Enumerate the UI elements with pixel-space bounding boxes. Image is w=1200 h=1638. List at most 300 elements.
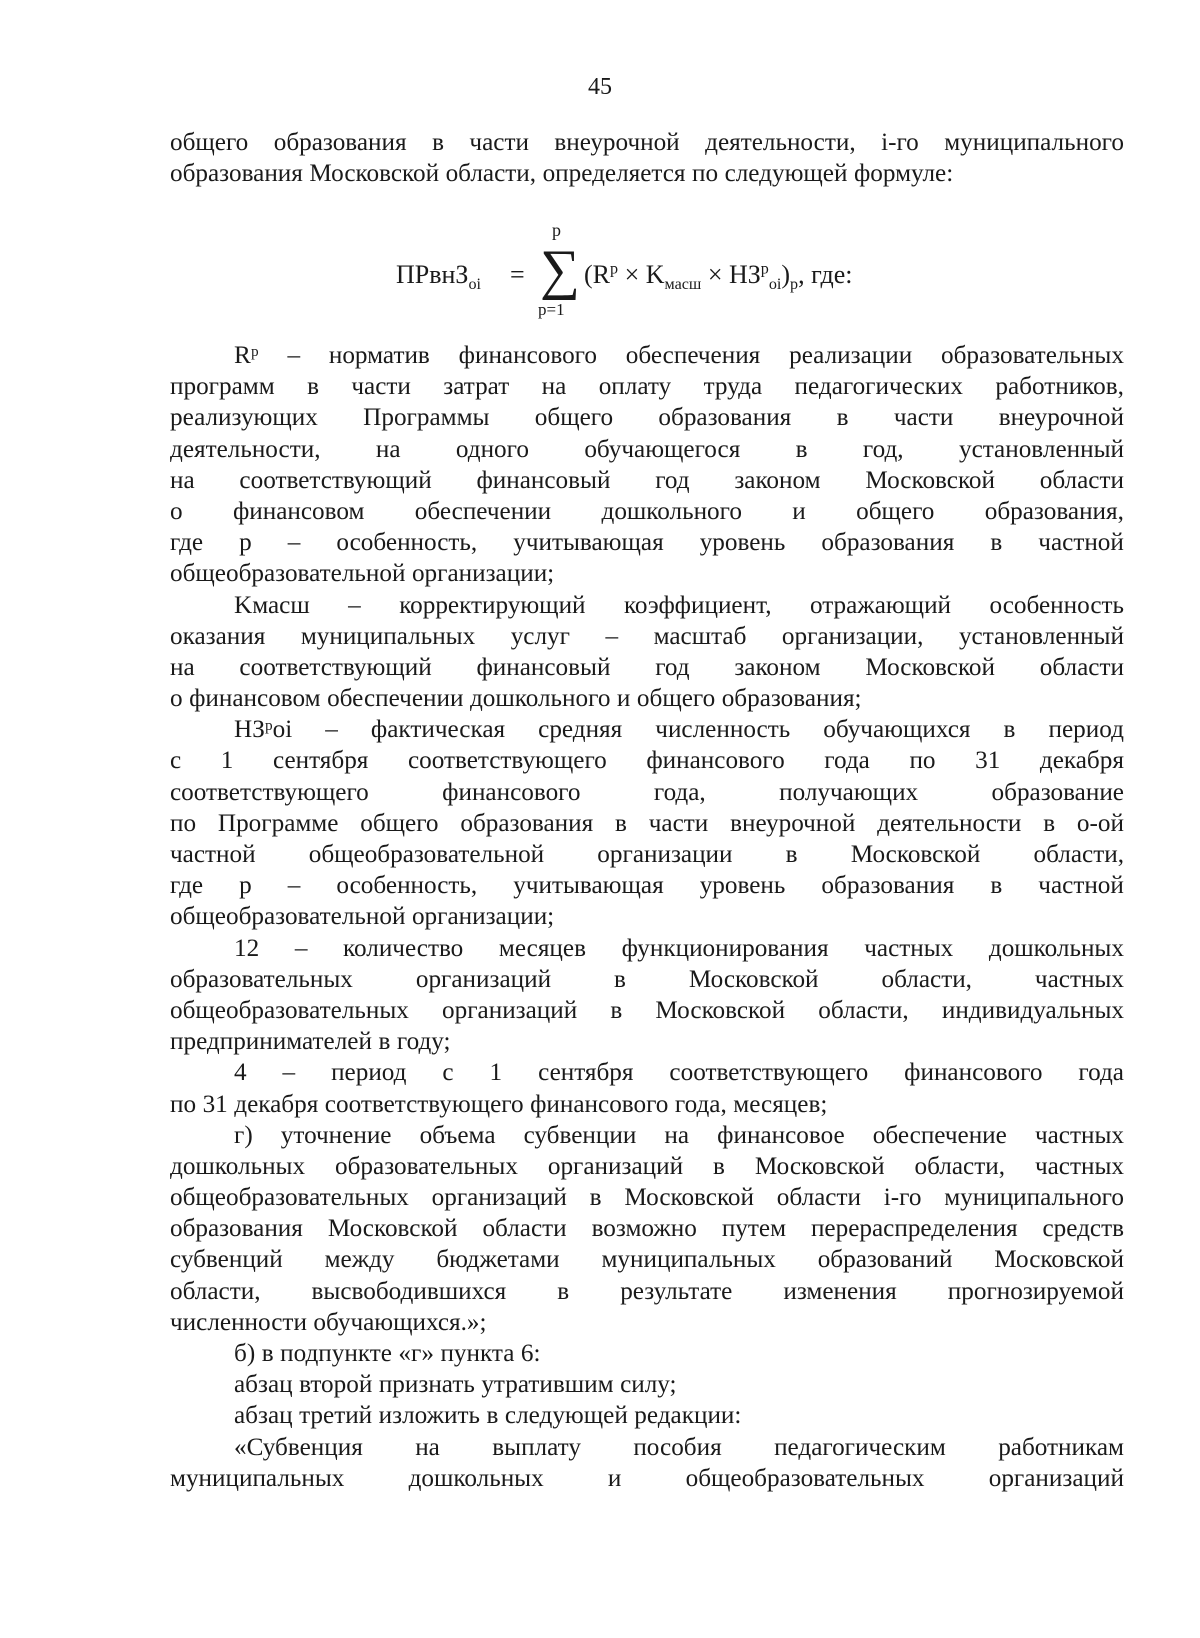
word: – (605, 622, 619, 650)
word: по (909, 747, 936, 775)
word: на (170, 653, 195, 681)
word: в (615, 809, 627, 837)
word: Московской (655, 996, 786, 1024)
word: организации; (411, 560, 555, 588)
text-line (170, 127, 1124, 158)
word: численности (170, 1308, 307, 1336)
text-line (170, 1089, 1124, 1120)
word: год (655, 653, 690, 681)
text-line (170, 995, 1124, 1026)
word: области, (445, 160, 537, 188)
word: общеобразовательной (308, 841, 545, 868)
word: в (1003, 716, 1016, 744)
word: финансовом (189, 685, 321, 713)
word: области (482, 1215, 567, 1243)
word: – (282, 1059, 296, 1087)
formula-body: $(R^p \times K_{масш} \times НЗ^p_{oi})_p$, где: (584, 260, 853, 294)
word: установленный (958, 435, 1124, 463)
word: организации, (781, 622, 924, 650)
text-line (170, 1151, 1124, 1182)
word: образовательных (170, 965, 353, 993)
word: Московской (688, 965, 819, 993)
word: затрат (443, 373, 510, 401)
text-line (170, 496, 1124, 527)
text-line (170, 714, 1124, 745)
word: работникам (998, 1433, 1124, 1461)
word: в (557, 1277, 570, 1305)
word: абзац (234, 1402, 293, 1430)
word: изменения (783, 1277, 897, 1305)
formula (0, 216, 1200, 326)
word: образования (170, 160, 303, 188)
word: соответствующего (170, 778, 369, 806)
formula-equals: = (510, 260, 525, 289)
word: 31 (975, 747, 1001, 775)
word: области, (1033, 841, 1124, 868)
definitions-and-amendments (170, 340, 1124, 1494)
text-line (170, 465, 1124, 496)
word: Московской (994, 1246, 1124, 1274)
word: «Субвенция (234, 1433, 363, 1461)
word: результате (620, 1277, 733, 1305)
word: 4 (234, 1059, 247, 1087)
word: области, (170, 1277, 261, 1305)
word: Московской (850, 841, 981, 868)
text-line (170, 371, 1124, 402)
word: общего (360, 809, 439, 837)
word: труда (703, 373, 763, 401)
word: дошкольного (469, 685, 611, 713)
word: одного (455, 435, 529, 463)
text-line (170, 1182, 1124, 1213)
word: организации (597, 841, 733, 868)
word: дошкольного (601, 497, 742, 525)
word: учитывающая (513, 872, 664, 900)
text-line (170, 1463, 1124, 1494)
word: Московской (309, 160, 440, 188)
word: год (655, 466, 690, 494)
word: на (541, 373, 567, 401)
word: муниципальных (300, 622, 476, 650)
word: области, (914, 1152, 1005, 1180)
word: Московской (754, 1152, 885, 1180)
word: образований (817, 1246, 953, 1274)
word: – (325, 716, 338, 744)
word: путем (721, 1215, 787, 1243)
word: в (614, 965, 626, 993)
word: определяется (542, 160, 686, 188)
text-line (170, 901, 1124, 932)
word: организации; (411, 903, 555, 931)
word: соответствующий (239, 466, 432, 494)
word: третий (299, 1402, 373, 1430)
word: норматив (328, 342, 430, 369)
word: муниципальных (601, 1246, 776, 1274)
word: 6: (520, 1340, 541, 1367)
word: в (795, 435, 808, 463)
word: образовательных (941, 342, 1124, 369)
word: и (616, 685, 631, 713)
word: года (1078, 1059, 1124, 1087)
word: внеурочной (998, 404, 1124, 432)
word: обучающихся.»; (313, 1308, 487, 1336)
word: программ (170, 373, 275, 401)
word: обучающегося (584, 435, 741, 463)
text-line (170, 621, 1124, 652)
word: объема (419, 1121, 496, 1149)
word: на (170, 466, 195, 494)
word: муниципального (944, 129, 1124, 156)
word: и (792, 497, 806, 525)
text-line (170, 158, 1124, 189)
word: частных (1034, 965, 1124, 993)
text-line (170, 777, 1124, 808)
word: – (348, 591, 361, 619)
word: по (170, 809, 197, 837)
word: p (239, 529, 252, 557)
word: – (294, 934, 308, 962)
word: организаций (431, 1184, 567, 1212)
word: организаций (547, 1152, 684, 1180)
word: функционирования (621, 934, 829, 962)
word: обучающихся (823, 716, 971, 744)
word: где (170, 529, 204, 557)
word: Kмасш (234, 591, 310, 619)
word: средств (1042, 1215, 1124, 1243)
word: по (170, 1090, 197, 1118)
word: частных (1034, 1152, 1124, 1180)
word: в (990, 529, 1003, 557)
word: организаций (415, 965, 552, 993)
word: декабря (1039, 747, 1124, 775)
word: учитывающая (513, 529, 664, 557)
word: высвободившихся (311, 1277, 507, 1305)
text-line (170, 808, 1124, 839)
word: частной (170, 841, 256, 868)
word: году; (396, 1028, 451, 1056)
word: муниципальных (170, 1464, 345, 1492)
word: год, (862, 435, 904, 463)
word: получающих (779, 778, 919, 806)
word: соответствующий (239, 653, 432, 681)
text-line (170, 1244, 1124, 1275)
formula-sum-lower-limit: p=1 (538, 300, 565, 319)
word: соответствующего (324, 1090, 524, 1118)
formula-sum-upper-limit: p (552, 220, 561, 240)
word: оказания (170, 622, 266, 650)
word: муниципального (944, 1184, 1124, 1212)
word: года (824, 747, 870, 775)
word: обеспечении (327, 685, 464, 713)
word: особенность (989, 591, 1124, 619)
word: Программы (363, 404, 490, 432)
word: i-го (881, 129, 919, 156)
word: года, (653, 778, 706, 806)
word: реализующих (170, 404, 318, 432)
text-line (170, 839, 1124, 870)
word: второй (299, 1371, 373, 1399)
text-line (170, 1213, 1124, 1244)
word: части (469, 129, 529, 156)
word: пункта (440, 1340, 515, 1367)
text-line (170, 527, 1124, 558)
word: уровень (699, 872, 786, 900)
word: уточнение (280, 1121, 392, 1149)
word: перераспределения (810, 1215, 1018, 1243)
word: в (785, 841, 798, 868)
word: численность (655, 716, 791, 744)
text-line (170, 402, 1124, 433)
text-line (170, 340, 1124, 371)
word: – (287, 529, 301, 557)
word: особенность, (336, 872, 478, 900)
word: образования (821, 529, 955, 557)
word: на (664, 1121, 690, 1149)
word: p (239, 872, 252, 900)
word: работников, (995, 373, 1124, 401)
word: бюджетами (436, 1246, 560, 1274)
word: 1 (489, 1059, 503, 1087)
word: финансового (904, 1059, 1043, 1087)
word: о (170, 685, 183, 713)
word: отражающий (809, 591, 952, 619)
word: пособия (633, 1433, 722, 1461)
word: дошкольных (170, 1152, 306, 1180)
word: абзац (234, 1371, 293, 1399)
word: организаций (988, 1464, 1124, 1492)
word: области (1039, 653, 1124, 681)
word: силу; (620, 1371, 677, 1399)
word: i-го (883, 1184, 922, 1212)
word: общего (534, 404, 614, 432)
text-line (170, 434, 1124, 465)
word: 1 (220, 747, 234, 775)
word: образования; (721, 685, 862, 713)
text-line (170, 590, 1124, 621)
word: на (415, 1433, 440, 1461)
word: общеобразовательной (170, 903, 406, 931)
word: 31 (202, 1090, 228, 1118)
word: образования (170, 1215, 303, 1243)
word: финансовый (476, 466, 611, 494)
word: подпункте (280, 1340, 392, 1367)
text-line (170, 964, 1124, 995)
word: в (836, 404, 849, 432)
word: реализации (789, 342, 913, 369)
word: финансового (646, 747, 785, 775)
word: редакции: (634, 1402, 742, 1430)
word: образования, (984, 497, 1124, 525)
word: месяцев; (733, 1090, 828, 1118)
word: области, (881, 965, 972, 993)
text-line (170, 683, 1124, 714)
formula-lhs: ПРвнЗ$_{oi}$ (396, 260, 481, 294)
word: части (648, 809, 709, 837)
word: в (589, 1184, 602, 1212)
word: финансового (530, 1090, 669, 1118)
word: признать (378, 1371, 475, 1399)
word: в (990, 872, 1003, 900)
word: услуг (510, 622, 570, 650)
word: частной (1038, 529, 1124, 557)
intro-paragraph (170, 127, 1124, 189)
word: законом (734, 466, 821, 494)
text-line (170, 1432, 1124, 1463)
word: Московской (865, 653, 995, 681)
word: общего (636, 685, 716, 713)
text-line (170, 933, 1124, 964)
text-line (170, 1307, 1124, 1338)
word: деятельности, (705, 129, 856, 156)
word: субвенций (170, 1246, 283, 1274)
word: утратившим (481, 1371, 614, 1399)
word: и (607, 1464, 622, 1492)
word: в (713, 1152, 725, 1180)
word: организаций (442, 996, 578, 1024)
word: особенность, (336, 529, 478, 557)
word: оплату (598, 373, 672, 401)
word: педагогических (794, 373, 963, 401)
word: фактическая (370, 716, 506, 744)
word: с (170, 747, 182, 775)
text-line (170, 1057, 1124, 1088)
word: предпринимателей (170, 1028, 372, 1056)
word: установленный (958, 622, 1124, 650)
word: общего (856, 497, 935, 525)
word: педагогическим (774, 1433, 946, 1461)
word: количество (343, 934, 464, 962)
word: Программе (217, 809, 339, 837)
word: дошкольных (988, 934, 1124, 962)
word: соответствующего (669, 1059, 869, 1087)
word: в (261, 1340, 274, 1367)
word: формуле: (853, 160, 954, 188)
word: деятельности, (170, 435, 321, 463)
word: области, (818, 996, 909, 1024)
word: финансового (458, 342, 597, 369)
word: месяцев (498, 934, 586, 962)
word: индивидуальных (941, 996, 1124, 1024)
word: финансовое (717, 1121, 845, 1149)
word: Московской (327, 1215, 458, 1243)
text-line (170, 1369, 1124, 1400)
word: общеобразовательных (170, 1184, 409, 1212)
word: в (486, 1402, 499, 1430)
word: г) (234, 1121, 253, 1149)
word: с (442, 1059, 454, 1087)
word: субвенции (523, 1121, 637, 1149)
word: сентября (272, 747, 369, 775)
word: – (287, 872, 301, 900)
word: общеобразовательной (170, 560, 406, 588)
word: внеурочной (730, 809, 856, 837)
word: в (378, 1028, 391, 1056)
word: выплату (492, 1433, 581, 1461)
word: образования (273, 129, 407, 156)
text-line (170, 1026, 1124, 1057)
word: образования (821, 872, 955, 900)
word: о-ой (1076, 809, 1124, 837)
word: 12 (234, 934, 260, 962)
word: где (170, 872, 204, 900)
word: образовательных (335, 1152, 518, 1180)
word: по (691, 160, 719, 188)
word: внеурочной (554, 129, 680, 156)
word: дошкольных (408, 1464, 544, 1492)
word: на (375, 435, 401, 463)
word: соответствующего (407, 747, 607, 775)
word: декабря (234, 1090, 319, 1118)
word: образования (658, 404, 792, 432)
word: в (610, 996, 623, 1024)
text-line (170, 1400, 1124, 1431)
word: прогнозируемой (947, 1277, 1124, 1305)
word: законом (734, 653, 821, 681)
word: общеобразовательных (170, 996, 409, 1024)
word: между (324, 1246, 395, 1274)
word: Московской (624, 1184, 755, 1212)
word: в (432, 129, 444, 156)
text-line (170, 652, 1124, 683)
word: финансовый (476, 653, 611, 681)
word: обеспечения (625, 342, 761, 369)
word: в (307, 373, 319, 401)
word: области (1039, 466, 1124, 494)
word: Rᵖ (234, 342, 259, 369)
text-line (170, 1120, 1124, 1151)
word: о (170, 497, 183, 525)
word: обеспечении (414, 497, 552, 525)
word: возможно (591, 1215, 697, 1243)
formula-sum-sign: ∑ (540, 239, 580, 301)
word: в (1043, 809, 1056, 837)
text-line (170, 745, 1124, 776)
text-line (170, 558, 1124, 589)
word: период (331, 1059, 407, 1087)
word: частных (1034, 1121, 1124, 1149)
word: года, (674, 1090, 727, 1118)
word: средняя (538, 716, 623, 744)
word: частной (1038, 872, 1124, 900)
word: образования (460, 809, 594, 837)
word: частных (864, 934, 954, 962)
page-number: 45 (588, 74, 612, 100)
word: – (287, 342, 301, 369)
word: области (776, 1184, 861, 1212)
word: НЗᵖoi (234, 716, 293, 744)
word: Московской (865, 466, 995, 494)
word: б) (234, 1340, 256, 1367)
word: следующей (504, 1402, 628, 1430)
word: части (351, 373, 411, 401)
word: корректирующий (399, 591, 586, 619)
word: уровень (699, 529, 786, 557)
word: общеобразовательных (685, 1464, 925, 1492)
word: образование (991, 778, 1124, 806)
word: финансовом (232, 497, 365, 525)
word: финансового (442, 778, 581, 806)
text-line (170, 1338, 1124, 1369)
word: «г» (398, 1340, 434, 1367)
word: период (1048, 716, 1124, 744)
word: части (893, 404, 954, 432)
text-line (170, 870, 1124, 901)
word: изложить (378, 1402, 481, 1430)
word: общего (170, 129, 249, 156)
word: обеспечение (872, 1121, 1007, 1149)
word: деятельности (877, 809, 1022, 837)
text-line (170, 1276, 1124, 1307)
